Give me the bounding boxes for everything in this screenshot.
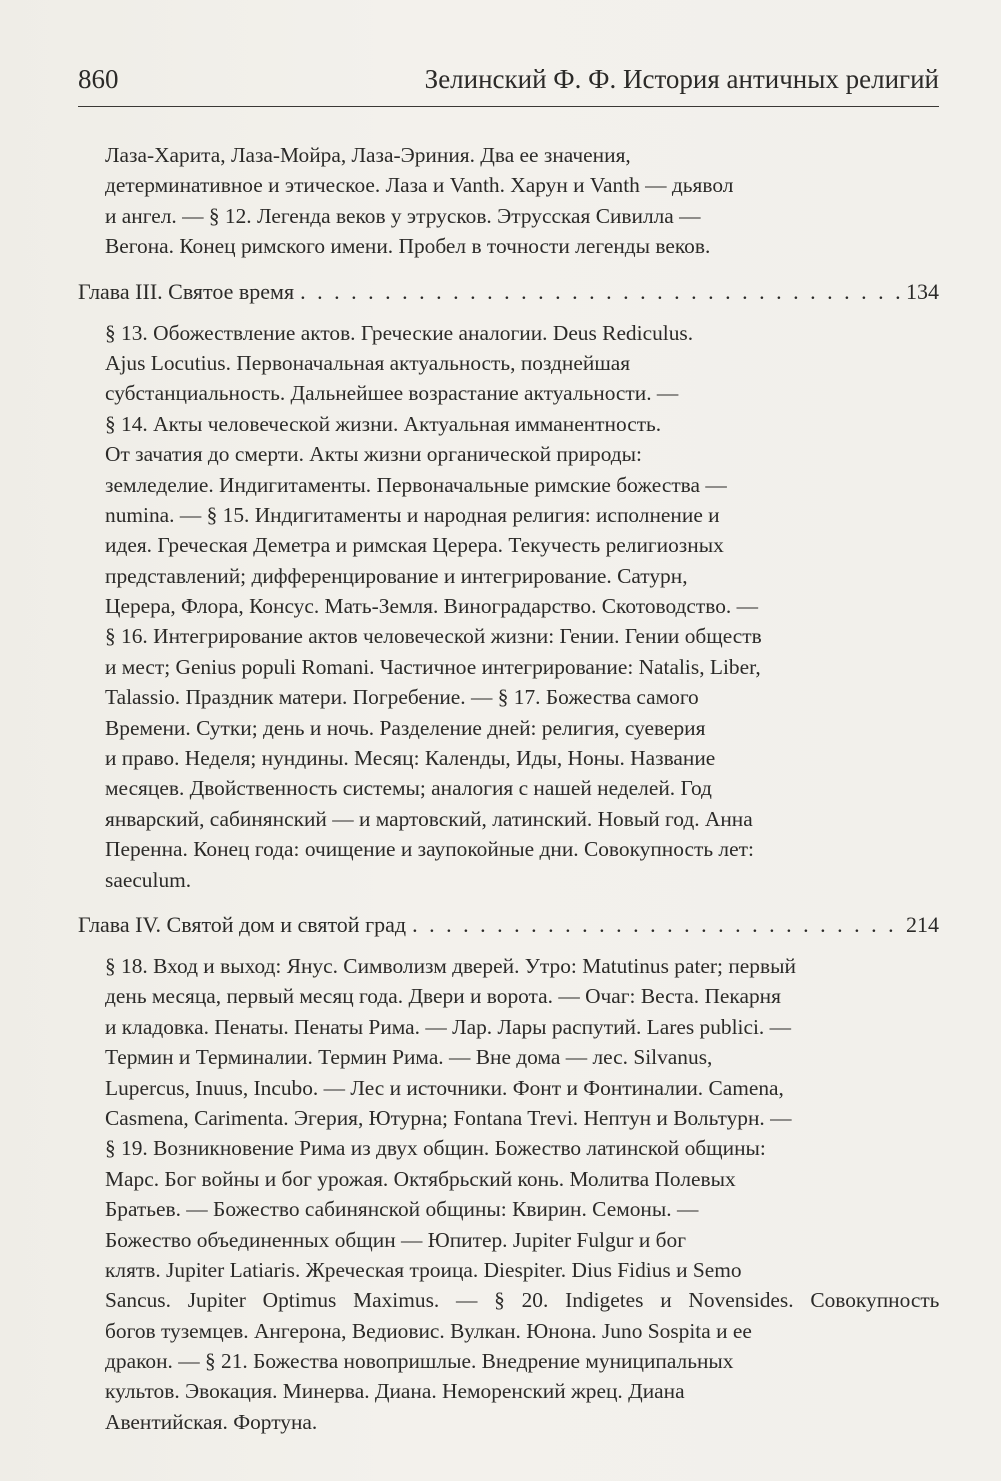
dot-leader [300,274,900,310]
page-number: 860 [78,64,119,94]
text-line: и кладовка. Пенаты. Пенаты Рима. — Лар. Лары распутий. Lares publici. — [105,1014,792,1039]
text-line: Sancus. Jupiter Optimus Maximus. — § 20. Indigetes и Novensides. Совокупность [105,1288,940,1313]
text-line: Времени. Сутки; день и ночь. Разделение дней: религия, суеверия [105,715,706,740]
chapter-title: Глава III. Святое время [78,278,295,304]
text-line: § 16. Интегрирование актов человеческой жизни: Гении. Гении обществ [105,624,762,649]
page-header [78,62,939,107]
text-line: детерминативное и этическое. Лаза и Vanth. Харун и Vanth — дьявол [105,173,734,198]
chapter-3-summary [78,318,939,895]
text-line: и право. Неделя; нундины. Месяц: Календы, Иды, Ноны. Название [105,746,716,771]
text-line: Братьев. — Божество сабинянской общины: Квирин. Семоны. — [105,1197,699,1222]
text-line: § 14. Акты человеческой жизни. Актуальная имманентность. [105,411,662,436]
text-line: представлений; дифференцирование и интегрирование. Сатурн, [105,563,688,588]
text-line: идея. Греческая Деметра и римская Церера. Текучесть религиозных [105,533,724,558]
dot-leader [412,907,900,943]
text-line: клятв. Jupiter Latiaris. Жреческая троица. Diespiter. Dius Fidius и Semo [105,1257,742,1282]
toc-entry-chapter-3[interactable] [78,274,939,310]
text-line: и мест; Genius populi Romani. Частичное интегрирование: Natalis, Liber, [105,654,761,679]
chapter-title: Глава IV. Святой дом и святой град [78,911,407,937]
text-line: § 18. Вход и выход: Янус. Символизм дверей. Утро: Matutinus pater; первый [105,953,796,978]
text-line: Авентийская. Фортуна. [105,1409,318,1434]
text-line: субстанциальность. Дальнейшее возрастание актуальности. — [105,381,679,406]
text-line: дракон. — § 21. Божества новопришлые. Внедрение муниципальных [105,1349,734,1374]
toc-entry-chapter-4[interactable] [78,907,939,943]
text-line: Вегона. Конец римского имени. Пробел в точности легенды веков. [105,234,711,259]
text-line: Перенна. Конец года: очищение и заупокойные дни. Совокупность лет: [105,837,754,862]
text-line: месяцев. Двойственность системы; аналогия с нашей неделей. Год [105,776,712,801]
text-line: § 13. Обожествление актов. Греческие аналогии. Deus Rediculus. [105,320,694,345]
text-line: saeculum. [105,867,192,892]
text-line: Talassio. Праздник матери. Погребение. — § 17. Божества самого [105,685,699,710]
text-line: богов туземцев. Ангерона, Ведиовис. Вулкан. Юнона. Juno Sospita и ее [105,1318,752,1343]
text-line: Термин и Терминалии. Термин Рима. — Вне дома — лес. Silvanus, [105,1045,713,1070]
text-line: Марс. Бог войны и бог урожая. Октябрьский конь. Молитва Полевых [105,1166,736,1191]
text-line: Церера, Флора, Консус. Мать-Земля. Виноградарство. Скотоводство. — [105,594,759,619]
toc-content [78,140,939,1437]
text-line: культов. Эвокация. Минерва. Диана. Неморенский жрец. Диана [105,1379,685,1404]
text-line: земледелие. Индигитаменты. Первоначальные римские божества — [105,472,727,497]
text-line: день месяца, первый месяц года. Двери и ворота. — Очаг: Веста. Пекарня [105,984,781,1009]
text-line: Lupercus, Inuus, Incubo. — Лес и источники. Фонт и Фонтиналии. Camena, [105,1075,784,1100]
text-line: Casmena, Carimenta. Эгерия, Ютурна; Fontana Trevi. Нептун и Вольтурн. — [105,1105,792,1130]
text-line: Ajus Locutius. Первоначальная актуальность, позднейшая [105,350,631,375]
text-line: и ангел. — § 12. Легенда веков у этрусков. Этрусская Сивилла — [105,203,701,228]
text-line: От зачатия до смерти. Акты жизни органической природы: [105,442,642,467]
running-head: Зелинский Ф. Ф. История античных религий [424,64,939,94]
text-line: § 19. Возникновение Рима из двух общин. Божество латинской общины: [105,1136,766,1161]
intro-block [78,140,939,262]
text-line: numina. — § 15. Индигитаменты и народная религия: исполнение и [105,502,720,527]
chapter-page-number: 214 [906,911,939,937]
chapter-4-summary [78,951,939,1437]
text-line: январский, сабинянский — и мартовский, латинский. Новый год. Анна [105,806,753,831]
text-line: Божество объединенных общин — Юпитер. Jupiter Fulgur и бог [105,1227,686,1252]
chapter-page-number: 134 [906,278,939,304]
text-line: Лаза-Харита, Лаза-Мойра, Лаза-Эриния. Два ее значения, [105,143,631,167]
